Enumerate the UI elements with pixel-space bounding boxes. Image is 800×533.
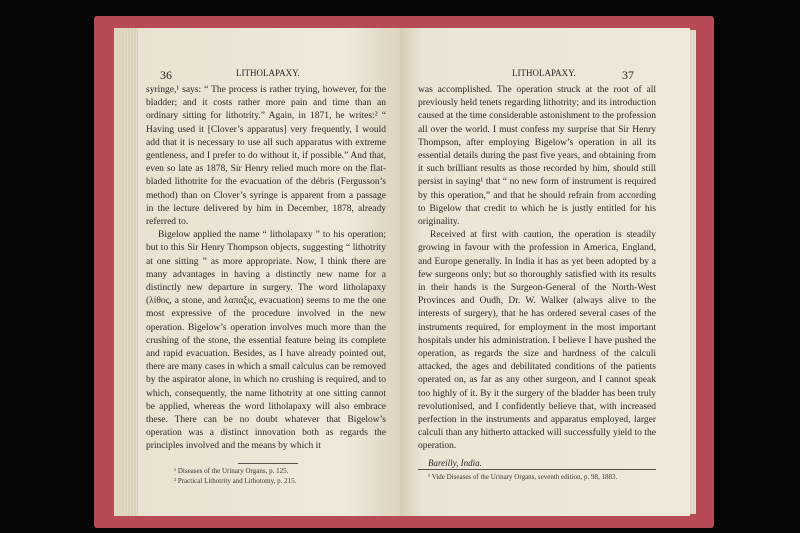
page-number: 36 xyxy=(160,68,172,82)
footnote-rule xyxy=(418,469,656,470)
running-head: LITHOLAPAXY. xyxy=(236,68,300,78)
paragraph: was accomplished. The operation struck at the root of all previously held tenets regarding lithotrity; and its introduction caused at the time considerable astonishment to the profession all over the world. I must confess my surprise that Sir Henry Thompson, after employing Bigelow’s operation in all its essential details during the past five years, and obtaining from it such brilliant results as those recorded by him, should still persist in saying¹ that “ no new form of instrument is required by this operation,” and that he should refrain from according to Bigelow that credit to which he is justly entitled for his originality. xyxy=(418,85,656,228)
paragraph: syringe,¹ says: “ The process is rather trying, however, for the bladder; and it costs rather more pain and time than an ordinary sitting for lithotrity.” Again, in 1871, he writes:² “ Having used it [Clover’s apparatus] very frequently, I would add that it is necessary to use all such apparatus with extreme gentleness, and I prefer to do without it, if possible.” And that, even so late as 1878, Sir Henry relied much more on the flat-bladed lithotrite for the evacuation of the débris (Fergusson’s method) than on Clover’s syringe is apparent from a passage in the lecture delivered by him in December, 1878, already referred to. xyxy=(146,85,386,228)
footnote-rule xyxy=(238,463,298,464)
footnote: ¹ Vide Diseases of the Urinary Organs, seventh edition, p. 98, 1883. xyxy=(428,473,618,481)
paragraph: Bigelow applied the name “ litholapaxy ” to his operation; but to this Sir Henry Thompson objects, suggesting “ lithotrity at one sitting ” as more appropriate. Now, I think there are many advantages in having a distinctly new name for a distinctly new departure in surgery. The word litholapaxy (λίθος, a stone, and λαπαξις, evacuation) seems to me the one most expressive of the procedure involved in the new operation. Bigelow’s operation involves much more than the crushing of the stone, the essential feature being its complete and rapid evacuation. Besides, as I have already pointed out, there are many cases in which a small calculus can be removed by the aspirator alone, in which no crushing is required, and to which, consequently, the name lithotrity at one sitting cannot be applied, whereas the word litholapaxy will also embrace these. There can be no doubt whatever that Bigelow’s operation was a distinct innovation both as regards the principles involved and the means by which it xyxy=(146,230,386,452)
page-body xyxy=(146,84,386,454)
paragraph: Received at first with caution, the operation is steadily growing in favour with the profession in America, England, and Europe generally. In India it has as yet been adopted by a few surgeons only; but so thoroughly satisfied with its results in their hands is the Surgeon-General of the North-West Provinces and Oudh, Dr. W. Walker (always alive to the interests of surgery), that he has ordered several cases of the instruments required, for employment in the most important hospitals under his administration. I believe I have pushed the operation, as regards the size and hardness of the calculi attacked, the ages and debilitated conditions of the patients operated on, as far as any other surgeon, and I cannot speak too highly of it. By it the surgery of the bladder has been truly revolutionised, and I confidently believe that, with increased perfection in the instruments and apparatus employed, larger calculi than any hitherto attacked will successfully yield to the operation. xyxy=(418,230,656,452)
running-head: LITHOLAPAXY. xyxy=(512,68,576,78)
left-page xyxy=(138,28,400,516)
signature: Bareilly, India. xyxy=(428,458,482,468)
page-body xyxy=(418,84,656,454)
footnote: ² Practical Lithotrity and Lithotomy, p. 215. xyxy=(174,477,297,485)
right-page xyxy=(400,28,690,516)
page-number: 37 xyxy=(622,68,634,82)
footnote: ¹ Diseases of the Urinary Organs, p. 125. xyxy=(174,467,289,475)
